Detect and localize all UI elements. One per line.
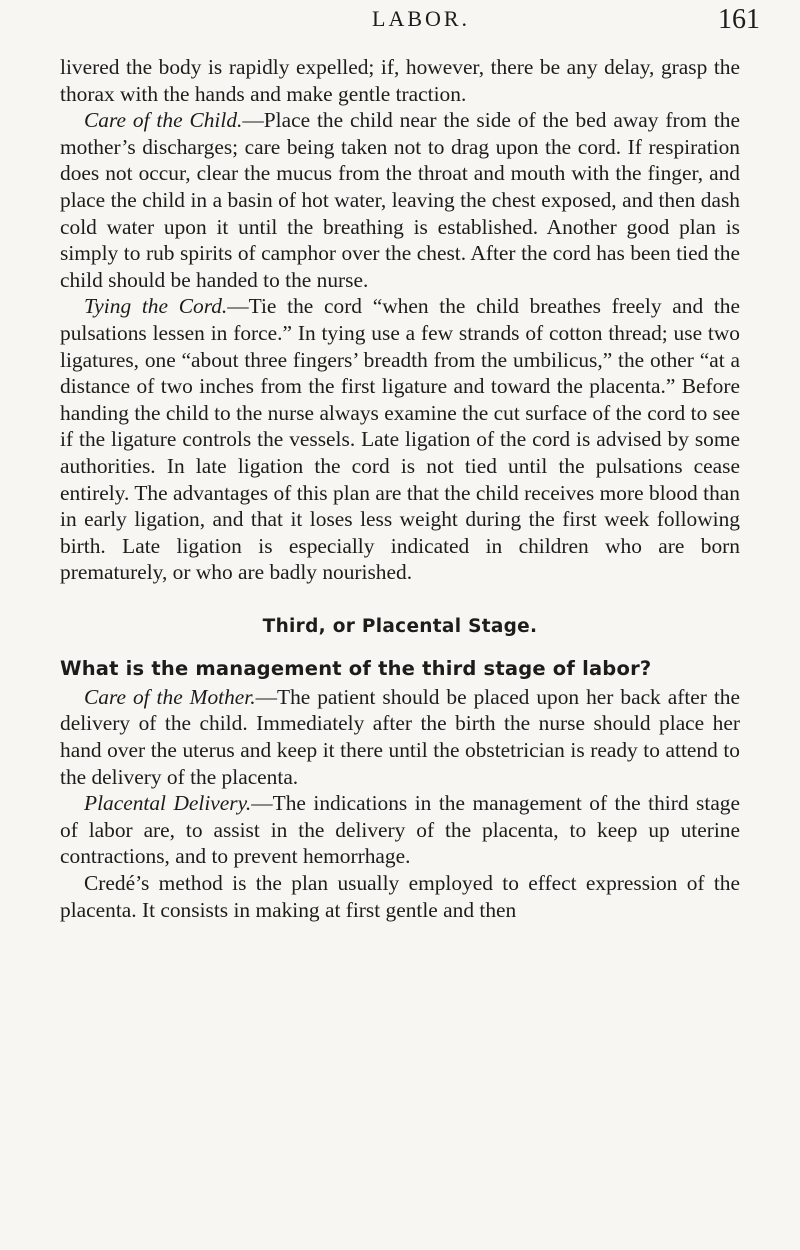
running-head	[0, 2, 800, 35]
paragraph-care-of-mother	[60, 684, 740, 790]
paragraph-crede-method: Credé’s method is the plan usually employed to effect expression of the placenta. It consists in making at first gentle and then	[60, 871, 740, 922]
paragraph-text: —The patient should be placed upon her back after the delivery of the child. Immediately after the birth the nurse should place her hand over the uterus and keep it there until the obstetrician is ready to attend to the delivery of the placenta.	[60, 684, 740, 789]
paragraph-text: —The indications in the management of the third stage of labor are, to assist in the delivery of the placenta, to keep up uterine contractions, and to prevent hemorrhage.	[60, 791, 740, 869]
question-heading: What is the management of the third stage of labor?	[60, 656, 652, 680]
paragraph-tying-cord	[60, 293, 740, 586]
paragraph-text: —Tie the cord “when the child breathes freely and the pulsations lessen in force.” In tying use a few strands of cotton thread; use two ligatures, one “about three fingers’ breadth from the umbilicus,” the other “at a distance of two inches from the first ligature and toward the placenta.” Before handing the child to the nurse always examine the cut surface of the cord to see if the ligature controls the vessels. Late ligation of the cord is advised by some authorities. In late ligation the cord is not tied until the pulsations cease entirely. The advantages of this plan are that the child receives more blood than in early ligation, and that it loses less weight during the first week following birth. Late ligation is especially indicated in children who are born prematurely, or who are badly nourished.	[60, 294, 741, 585]
paragraph-heading: Placental Delivery.	[84, 791, 252, 816]
paragraph-placental-delivery	[60, 790, 740, 870]
running-title: LABOR.	[372, 6, 471, 31]
section-heading: Third, or Placental Stage.	[262, 615, 538, 637]
page-number: 161	[718, 4, 760, 35]
paragraph-care-of-child	[60, 107, 740, 293]
paragraph-heading: Tying the Cord.	[84, 294, 228, 319]
paragraph-continued: livered the body is rapidly expelled; if, however, there be any delay, grasp the thorax with the hands and make gentle traction.	[60, 55, 740, 106]
body-text	[60, 54, 740, 923]
paragraph-text: —Place the child near the side of the bed away from the mother’s discharges; care being taken not to drag upon the cord. If respiration does not occur, clear the mucus from the throat and mouth with the finger, and place the child in a basin of hot water, leaving the chest exposed, and then dash cold water upon it until the breathing is established. Another good plan is simply to rub spirits of camphor over the chest. After the cord has been tied the child should be handed to the nurse.	[60, 108, 740, 292]
paragraph-heading: Care of the Child.	[84, 108, 243, 133]
paragraph-heading: Care of the Mother.	[84, 684, 256, 709]
